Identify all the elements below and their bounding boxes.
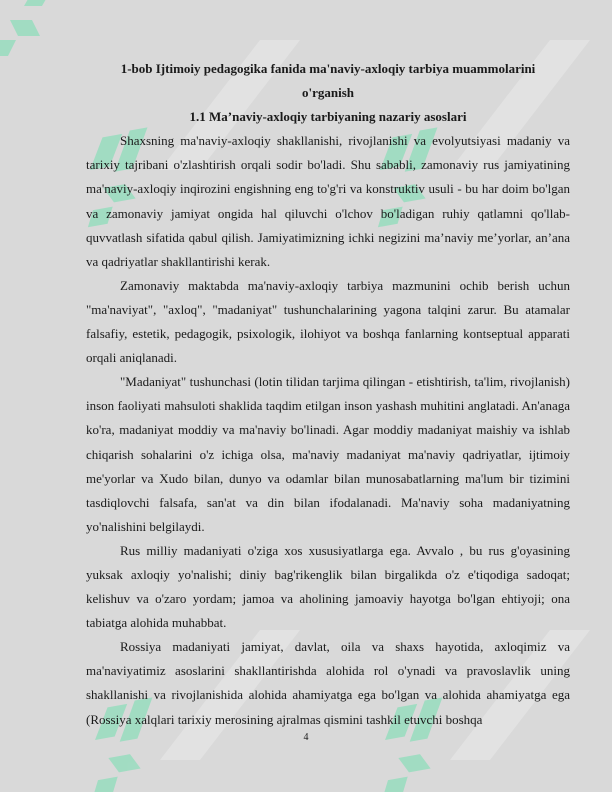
chapter-heading-line-2: o'rganish xyxy=(301,85,354,101)
paragraph-5: Rossiya madaniyati jamiyat, davlat, oila va shaxs hayotida, axloqimiz va ma'naviyatimiz asoslarini shakllantirishda alohida rol o'ynadi va pravoslavlik uning shakllanishi va rivojlanishida alohida ahamiyatga ega bo'lgan va alohida ahamiyatga ega (Rossiya xalqlari tarixiy merosining ajralmas qismini tashkil etuvchi boshqa xyxy=(86,639,570,727)
document-body xyxy=(86,57,570,732)
chapter-heading-line-1: 1-bob Ijtimoiy pedagogika fanida ma'naviy-axloqiy tarbiya muammolarini xyxy=(120,61,536,76)
paragraph-3: "Madaniyat" tushunchasi (lotin tilidan tarjima qilingan - etishtirish, ta'lim, rivojlanish) inson faoliyati mahsuloti shaklida taqdim etilgan inson yashash muhitini anglatadi. An'anaga ko'ra, madaniyat moddiy va ma'naviy bo'linadi. Agar moddiy madaniyat maishiy va ishlab chiqarish sohalarini o'z ichiga olsa, ma'naviy madaniyat ma'naviy qadriyatlar, ijtimoiy me'yorlar va Xudo bilan, dunyo va odamlar bilan munosabatlarning ma'lum bir tizimini tasdiqlovchi falsafa, san'at va din bilan ifodalanadi. Ma'naviy soha madaniyatning yo'nalishini belgilaydi. xyxy=(86,374,570,534)
paragraph-2: Zamonaviy maktabda ma'naviy-axloqiy tarbiya mazmunini ochib berish uchun "ma'naviyat", "axloq", "madaniyat" tushunchalarining yagona talqini zarur. Bu atamalar falsafiy, estetik, pedagogik, psixologik, ilohiyot va boshqa fanlarning kontseptual apparati orqali aniqlanadi. xyxy=(86,277,570,366)
pdf-watermark-logo xyxy=(0,0,64,56)
paragraph-4: Rus milliy madaniyati o'ziga xos xususiyatlarga ega. Avvalo , bu rus g'oyasining yuksak axloqiy yo'nalishi; diniy bag'rikenglik bilan birgalikda o'z e'tiqodiga sadoqat; kelishuv va o'zaro yordam; jamoa va aholining jamoaviy hayotga bo'lgan ehtiyoji; ona tabiatga alohida muhabbat. xyxy=(86,542,570,631)
paragraph-1: Shaxsning ma'naviy-axloqiy shakllanishi, rivojlanishi va evolyutsiyasi madaniy va tarixiy tajribani o'zlashtirish orqali sodir bo'ladi. Shu sababli, zamonaviy rus jamiyatining ma'naviy-axloqiy inqirozini engishning eng to'g'ri va konstruktiv usuli - bu har doim bo'lgan va zamonaviy jamiyat ongida hal qiluvchi o'lchov bo'ladigan ruhiy qatlamni qo'llab-quvvatlash sifatida qabul qilish. Jamiyatimizning ichki negizini ma’naviy me’yorlar, an’ana va qadriyatlar shakllantirishi kerak. xyxy=(86,133,570,269)
page-number: 4 xyxy=(303,732,309,743)
section-subheading: 1.1 Ma’naviy-axloqiy tarbiyaning nazariy asoslari xyxy=(189,109,467,125)
